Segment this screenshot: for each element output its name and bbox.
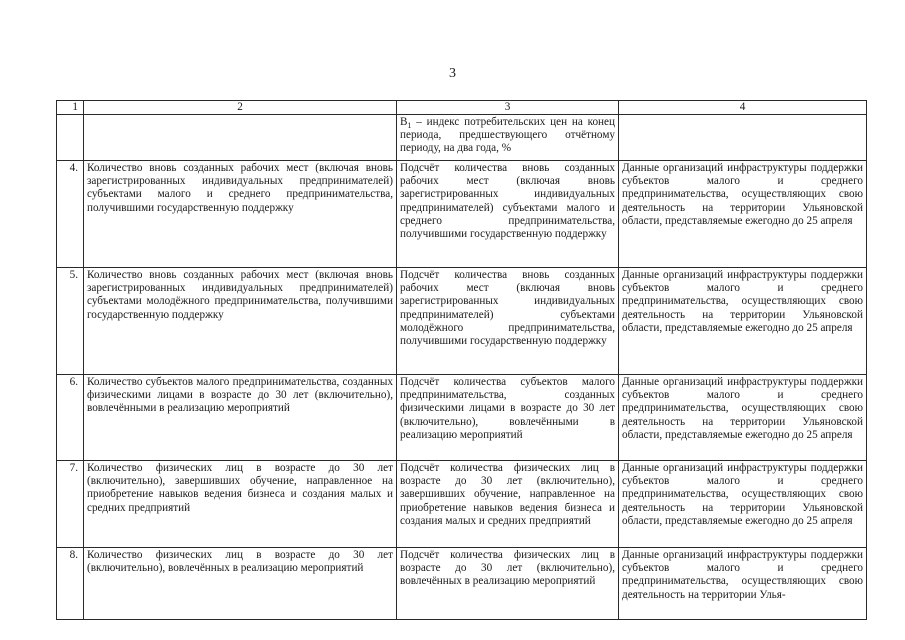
table-row [57,268,867,375]
source-cell [619,115,867,161]
row-number: 7. [57,461,84,548]
header-cell-2: 2 [84,101,397,115]
row-number-cell [57,115,84,161]
indicator-text: Количество вновь созданных рабочих мест (включая вновь зарегистрированных индивидуальных предпринимателей) субъектами молодёжного предпринимательства, получившими государственную поддержку [84,268,397,375]
indicator-text: Количество вновь созданных рабочих мест (включая вновь зарегистрированных индивидуальных предпринимателей) субъектами малого и среднего предпринимательства, получившими государственную поддержку [84,161,397,268]
formula-variable: В [400,116,408,128]
table-row [57,161,867,268]
source-text: Данные организаций инфраструктуры поддержки субъектов малого и среднего предпринимательства, осуществляющих свою деятельность на территории Ульяновской области, представляемые ежегодно до 25 апреля [619,268,867,375]
method-text: Подсчёт количества субъектов малого предпринимательства, созданных физическими лицами в возрасте до 30 лет (включительно), вовлечёнными в реализацию мероприятий [397,375,619,461]
row-number: 4. [57,161,84,268]
table-row [57,548,867,620]
row-number: 5. [57,268,84,375]
table-row [57,461,867,548]
indicators-table [56,100,867,620]
table-row-continuation [57,115,867,161]
method-text: Подсчёт количества вновь созданных рабочих мест (включая вновь зарегистрированных индивидуальных предпринимателей) субъектами молодёжного предпринимательства, получившими государственную поддержку [397,268,619,375]
row-number: 8. [57,548,84,620]
indicator-cell [84,115,397,161]
source-text: Данные организаций инфраструктуры поддержки субъектов малого и среднего предпринимательства, осуществляющих свою деятельность на территории Ульяновской области, представляемые ежегодно до 25 апреля [619,461,867,548]
table-row [57,375,867,461]
header-cell-3: 3 [397,101,619,115]
method-text: Подсчёт количества физических лиц в возрасте до 30 лет (включительно), вовлечённых в реализацию мероприятий [397,548,619,620]
header-cell-1: 1 [57,101,84,115]
indicator-text: Количество физических лиц в возрасте до 30 лет (включительно), вовлечённых в реализацию мероприятий [84,548,397,620]
formula-subscript: 1 [407,121,412,131]
source-text: Данные организаций инфраструктуры поддержки субъектов малого и среднего предпринимательства, осуществляющих свою деятельность на территории Ульяновской области, представляемые ежегодно до 25 апреля [619,161,867,268]
table-header-row [57,101,867,115]
source-text: Данные организаций инфраструктуры поддержки субъектов малого и среднего предпринимательства, осуществляющих свою деятельность на территории Улья- [619,548,867,620]
indicator-text: Количество физических лиц в возрасте до 30 лет (включительно), завершивших обучение, направленное на приобретение навыков ведения бизнеса и создания малых и средних предприятий [84,461,397,548]
header-cell-4: 4 [619,101,867,115]
source-text: Данные организаций инфраструктуры поддержки субъектов малого и среднего предпринимательства, осуществляющих свою деятельность на территории Ульяновской области, представляемые ежегодно до 25 апреля [619,375,867,461]
page-number: 3 [449,66,456,81]
method-text: Подсчёт количества физических лиц в возрасте до 30 лет (включительно), завершивших обучение, направленное на приобретение навыков ведения бизнеса и создания малых и средних предприятий [397,461,619,548]
formula-description: – индекс потребительских цен на конец периода, предшествующего отчётному периоду, на два года, % [400,116,615,155]
indicator-text: Количество субъектов малого предпринимательства, созданных физическими лицами в возрасте до 30 лет (включительно), вовлечёнными в реализацию мероприятий [84,375,397,461]
method-text: Подсчёт количества вновь созданных рабочих мест (включая вновь зарегистрированных индивидуальных предпринимателей) субъектами малого и среднего предпринимательства, получившими государственную поддержку [397,161,619,268]
row-number: 6. [57,375,84,461]
method-cell [397,115,619,161]
